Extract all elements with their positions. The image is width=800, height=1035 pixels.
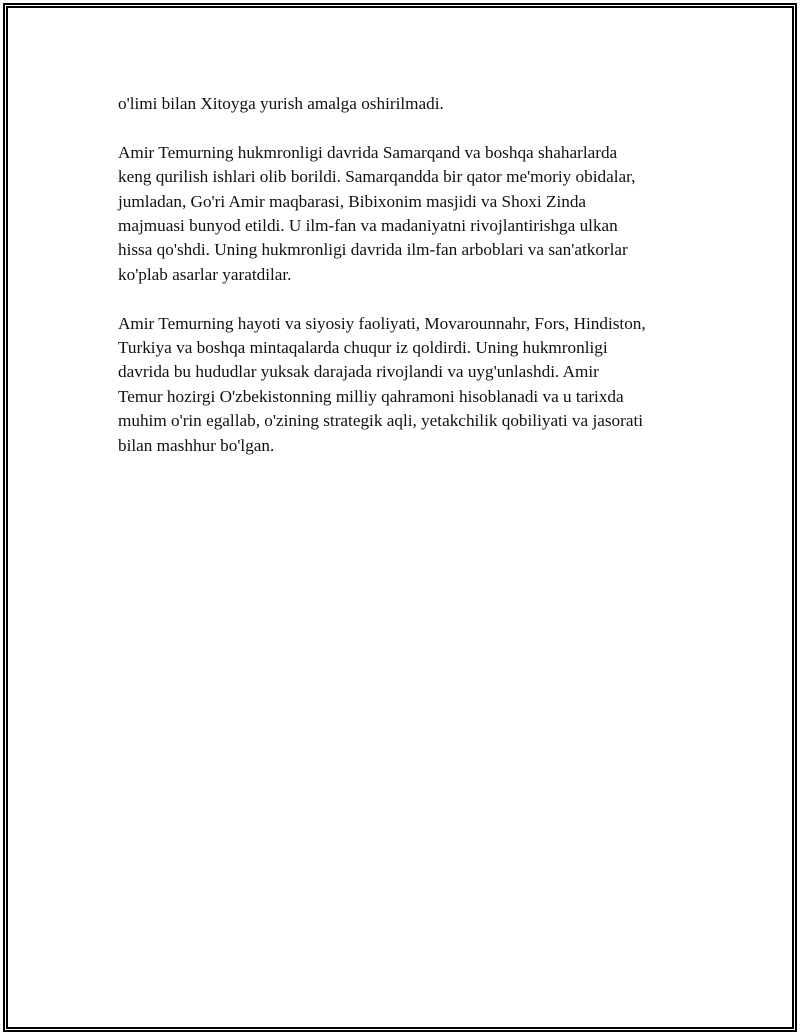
text-line: muhim o'rin egallab, o'zining strategik aqli, yetakchilik qobiliyati va jasorati bbox=[118, 411, 644, 431]
text-line: bilan mashhur bo'lgan. bbox=[118, 435, 275, 455]
text-line: majmuasi bunyod etildi. U ilm-fan va madaniyatni rivojlantirishga ulkan bbox=[118, 216, 618, 236]
text-line: davrida bu hududlar yuksak darajada rivojlandi va uyg'unlashdi. Amir bbox=[118, 362, 599, 382]
document-body bbox=[118, 92, 718, 482]
text-line: keng qurilish ishlari olib borildi. Samarqandda bir qator me'moriy obidalar, bbox=[118, 167, 636, 187]
text-line: Amir Temurning hukmronligi davrida Samarqand va boshqa shaharlarda bbox=[118, 142, 618, 162]
text-line: o'limi bilan Xitoyga yurish amalga oshirilmadi. bbox=[118, 94, 444, 113]
text-line: Turkiya va boshqa mintaqalarda chuqur iz qoldirdi. Uning hukmronligi bbox=[118, 338, 608, 358]
paragraph-1 bbox=[118, 92, 718, 116]
text-line: jumladan, Go'ri Amir maqbarasi, Bibixonim masjidi va Shoxi Zinda bbox=[118, 191, 587, 211]
paragraph-2 bbox=[118, 141, 718, 287]
text-line: hissa qo'shdi. Uning hukmronligi davrida ilm-fan arboblari va san'atkorlar bbox=[118, 240, 628, 260]
text-line: Amir Temurning hayoti va siyosiy faoliyati, Movarounnahr, Fors, Hindiston, bbox=[118, 313, 646, 333]
text-line: Temur hozirgi O'zbekistonning milliy qahramoni hisoblanadi va u tarixda bbox=[118, 386, 624, 406]
text-line: ko'plab asarlar yaratdilar. bbox=[118, 264, 292, 284]
paragraph-3 bbox=[118, 312, 718, 458]
